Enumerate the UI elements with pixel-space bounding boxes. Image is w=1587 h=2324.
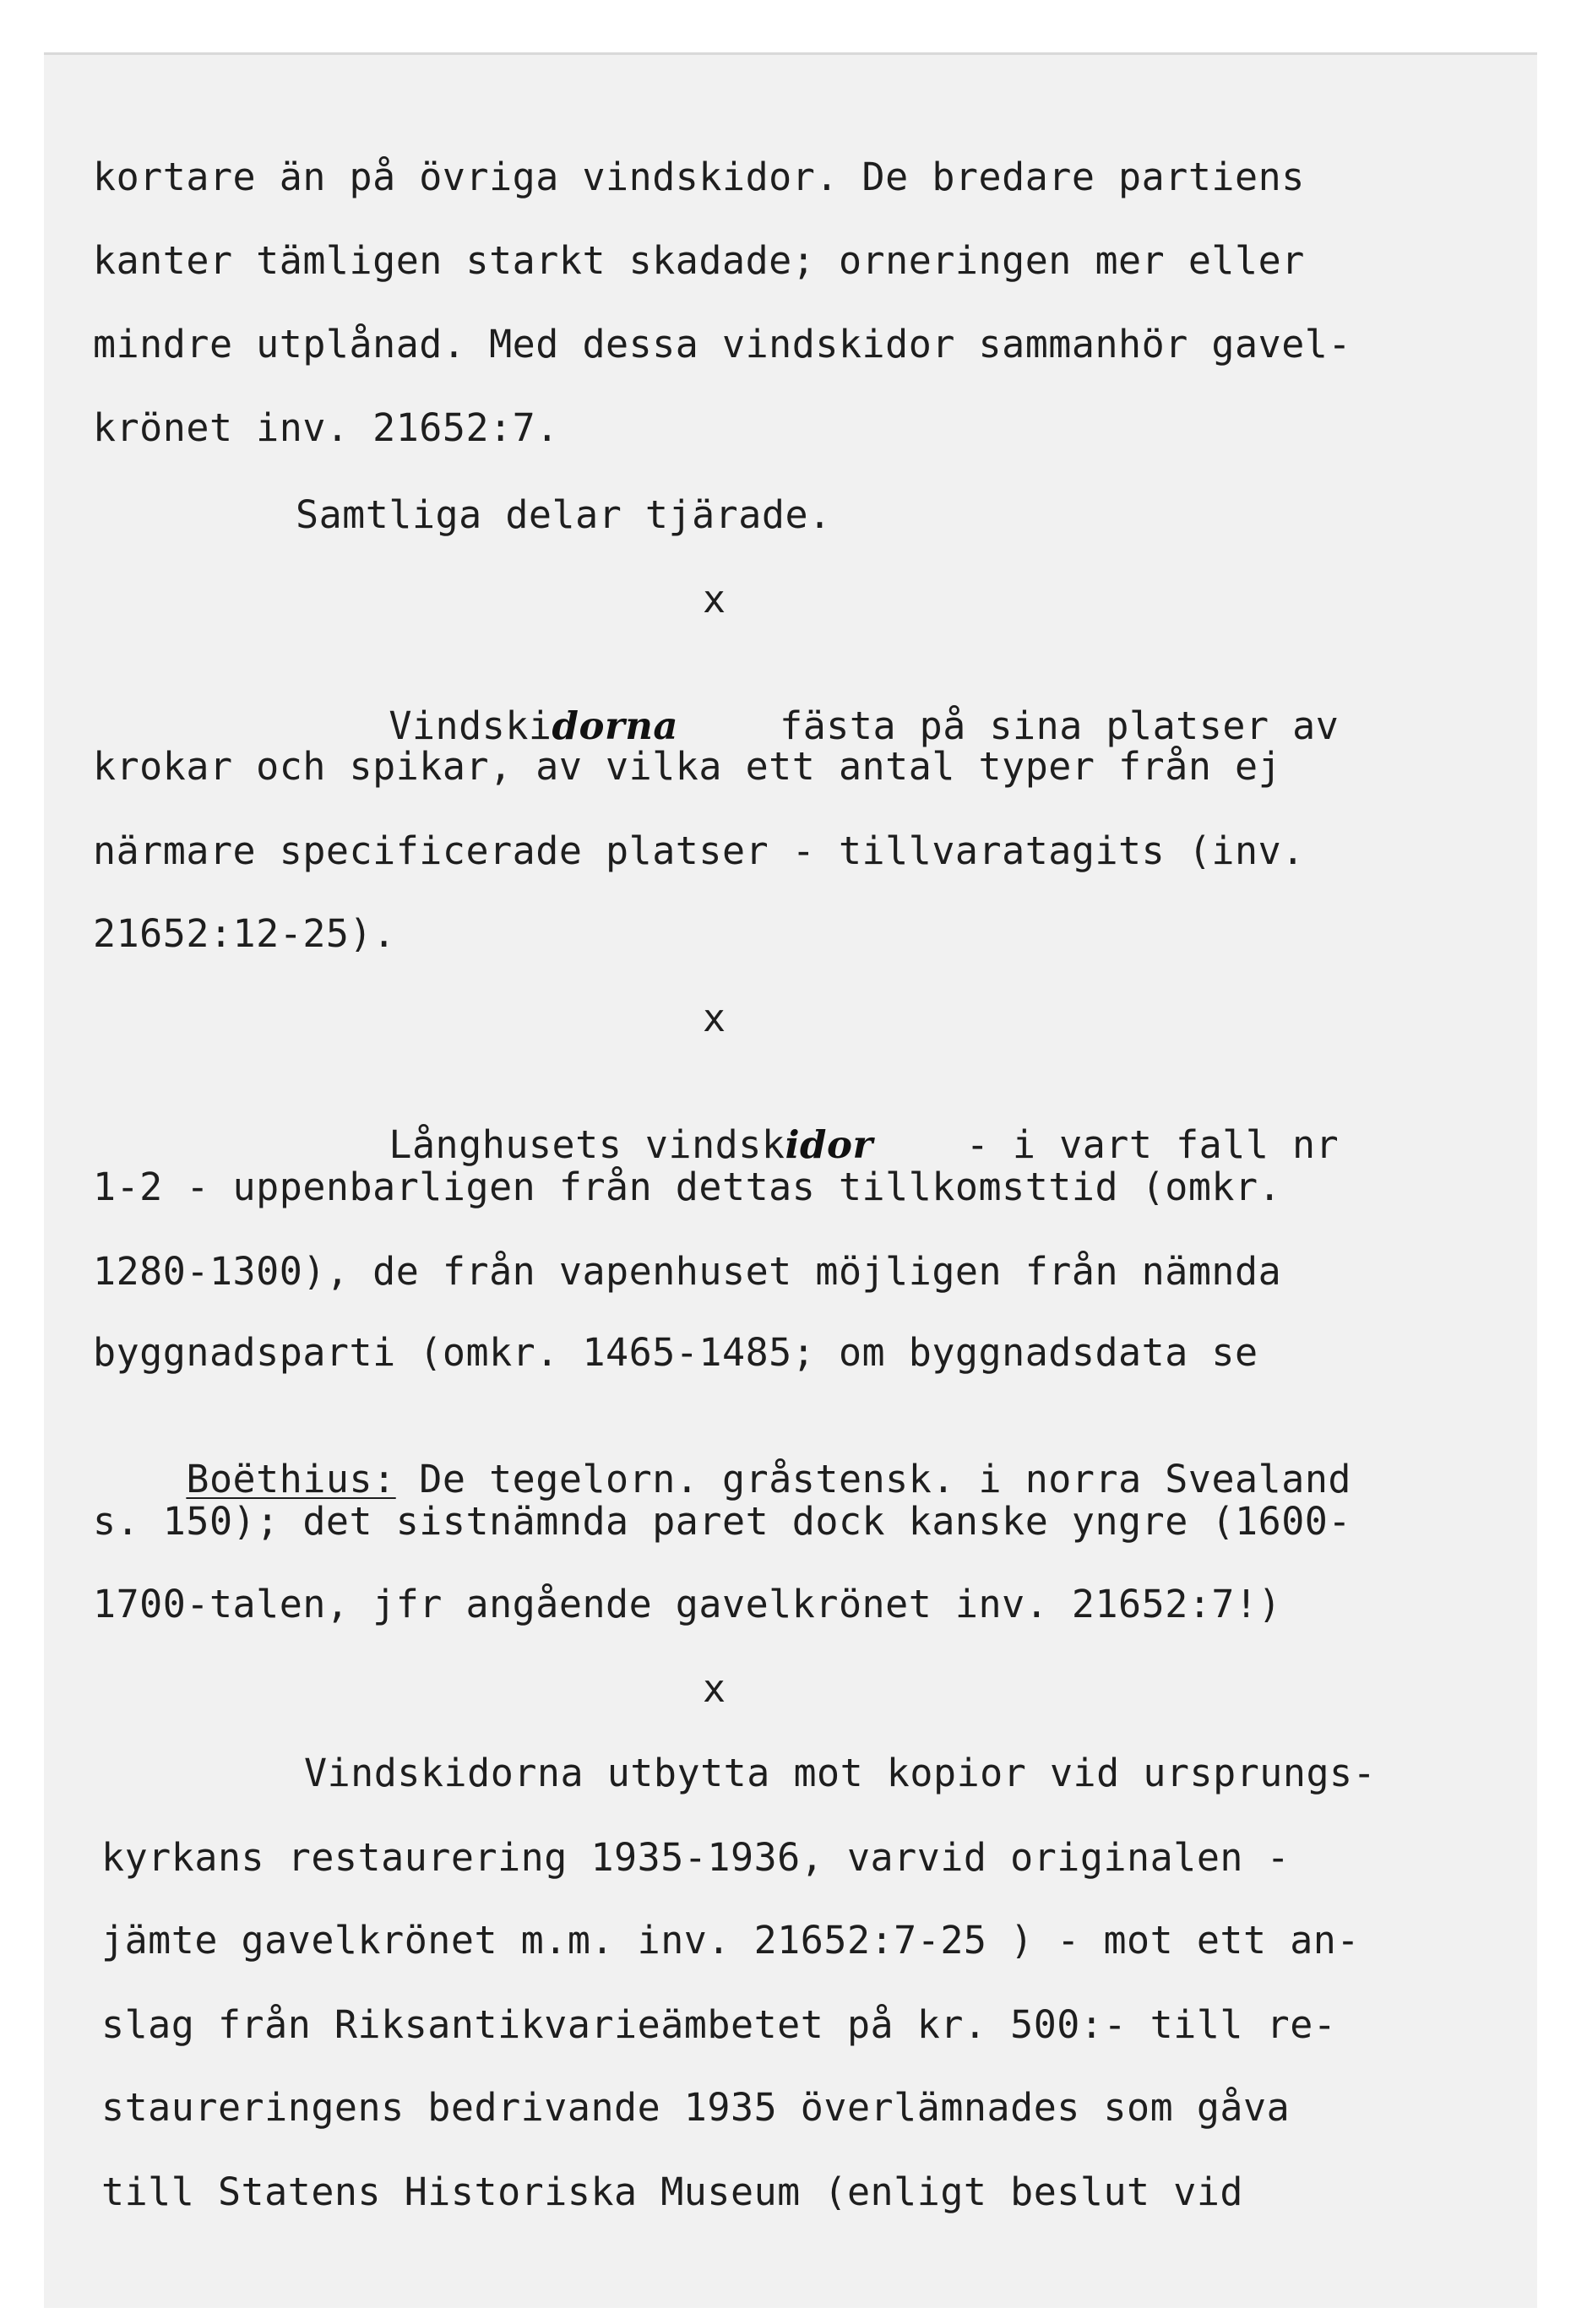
handwritten-insertion: dorna <box>552 703 679 748</box>
text-line-20: Vindskidorna utbytta mot kopior vid ursprungs- <box>304 1751 1377 1795</box>
text-line-9: närmare specificerade platser - tillvaratagits (inv. <box>93 828 1305 873</box>
section-separator-2: x <box>703 996 726 1040</box>
typed-fragment: fästa på sina platser av <box>780 703 1340 748</box>
typed-fragment: Vindski <box>389 703 552 748</box>
text-line-23: slag från Riksantikvarieämbetet på kr. 500:- till re- <box>101 2002 1337 2047</box>
text-line-24: staureringens bedrivande 1935 överlämnades som gåva <box>101 2085 1291 2130</box>
text-line-8: krokar och spikar, av vilka ett antal typer från ej <box>93 744 1282 789</box>
text-line-21: kyrkans restaurering 1935-1936, varvid originalen - <box>101 1835 1291 1880</box>
section-separator-1: x <box>703 577 726 622</box>
text-line-4: krönet inv. 21652:7. <box>93 405 559 450</box>
typed-fragment: - i vart fall nr <box>965 1122 1340 1167</box>
text-line-5: Samtliga delar tjärade. <box>296 492 832 537</box>
text-line-15: byggnadsparti (omkr. 1465-1485; om byggnadsdata se <box>93 1330 1258 1375</box>
text-line-25: till Statens Historiska Museum (enligt beslut vid <box>101 2169 1244 2214</box>
text-line-17: s. 150); det sistnämnda paret dock kanske yngre (1600- <box>93 1499 1351 1544</box>
text-line-1: kortare än på övriga vindskidor. De bredare partiens <box>93 155 1305 199</box>
text-line-2: kanter tämligen starkt skadade; orneringen mer eller <box>93 238 1305 283</box>
text-line-18: 1700-talen, jfr angående gavelkrönet inv. 21652:7!) <box>93 1582 1282 1626</box>
handwritten-insertion: idor <box>785 1122 873 1167</box>
section-separator-3: x <box>703 1666 726 1711</box>
text-line-13: 1-2 - uppenbarligen från dettas tillkomsttid (omkr. <box>93 1165 1282 1209</box>
text-line-10: 21652:12-25). <box>93 911 396 956</box>
text-line-3: mindre utplånad. Med dessa vindskidor sammanhör gavel- <box>93 322 1351 367</box>
text-line-22: jämte gavelkrönet m.m. inv. 21652:7-25 ) - mot ett an- <box>101 1918 1360 1963</box>
text-line-14: 1280-1300), de från vapenhuset möjligen från nämnda <box>93 1249 1282 1294</box>
typed-fragment: Långhusets vindsk <box>389 1122 785 1167</box>
document-page <box>44 52 1537 2308</box>
reference-author: Boëthius: <box>186 1457 396 1501</box>
reference-title: De tegelorn. gråstensk. i norra Svealand <box>395 1457 1352 1501</box>
